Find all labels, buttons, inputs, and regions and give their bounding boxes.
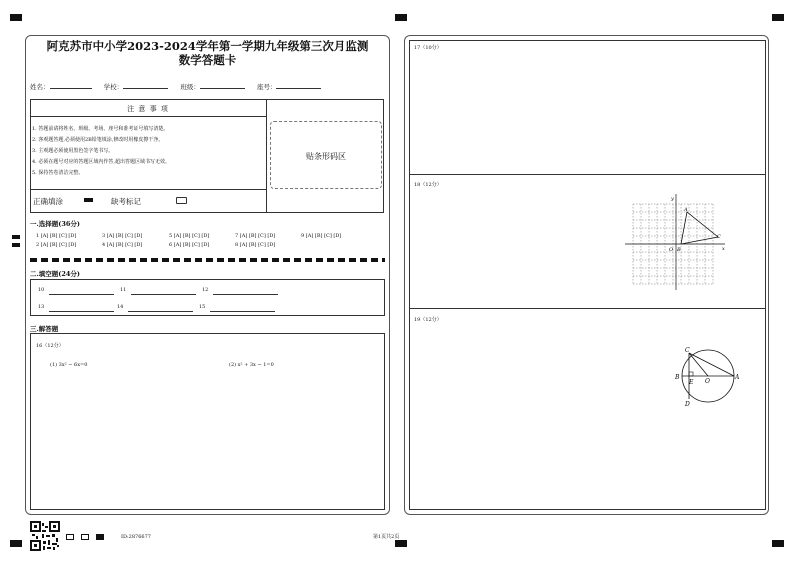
registration-mark-bottom-left (10, 540, 22, 547)
notice-heading: 注 意 事 项 (127, 105, 169, 113)
section-fill-label: 二.填空题(24分) (30, 270, 80, 278)
page-subtitle: 数学答题卡 (178, 53, 237, 67)
choice-question[interactable]: 6 [A] [B] [C] [D] (169, 242, 210, 248)
blank-number: 13 (38, 304, 45, 310)
q19-circle-figure (672, 343, 742, 409)
q16-answer-box[interactable] (30, 333, 385, 510)
correct-fill-sample (84, 198, 93, 202)
label-c: C (685, 347, 690, 354)
seat-field[interactable] (276, 88, 321, 89)
class-label: 班级： (180, 83, 200, 91)
choice-question[interactable]: 7 [A] [B] [C] [D] (235, 233, 276, 239)
segment-co (689, 353, 708, 376)
label-o: O (669, 247, 674, 253)
footer-mark-box (66, 534, 74, 540)
q19-answer-box[interactable] (409, 308, 766, 510)
q16-part1: (1) 3x² − 6x=0 (50, 362, 88, 368)
choice-question[interactable]: 3 [A] [B] [C] [D] (102, 233, 143, 239)
qr-code (30, 521, 60, 551)
chord-ca (689, 353, 734, 376)
school-label: 学校： (103, 83, 124, 91)
blank-number: 15 (199, 304, 206, 310)
footer-mark-box (81, 534, 89, 540)
absent-mark-box[interactable] (176, 197, 187, 204)
page-title: 阿克苏市中小学2023-2024学年第一学期九年级第三次月监测 (46, 39, 369, 53)
blank-number: 14 (117, 304, 124, 310)
notice-list (32, 127, 262, 176)
label-b: B (677, 247, 681, 253)
q17-answer-box[interactable] (409, 40, 766, 174)
notice-item: 1. 答题前请将姓名、班级、考场、座号和准考证号填写清楚。 (32, 126, 169, 132)
seat-label: 座号： (256, 83, 277, 91)
class-field[interactable] (200, 88, 245, 89)
blank-line[interactable] (49, 311, 114, 312)
registration-mark-bottom-right (772, 540, 784, 547)
right-angle-mark (689, 372, 693, 376)
q16-part2: (2) x² + 3x − 1=0 (229, 362, 274, 368)
barcode-area-label: 贴条形码区 (306, 152, 346, 161)
blank-line[interactable] (131, 294, 196, 295)
absent-mark-label: 缺考标记 (111, 197, 141, 206)
choice-question[interactable]: 4 [A] [B] [C] [D] (102, 242, 143, 248)
notice-item: 2. 客观题答题,必须使用2B铅笔填涂,修改时用橡皮擦干净。 (32, 137, 164, 143)
registration-mark-top-left (10, 14, 22, 21)
q19-header: 19（12分） (414, 317, 442, 323)
name-field[interactable] (50, 88, 92, 89)
blank-line[interactable] (128, 311, 193, 312)
label-o: O (705, 378, 710, 385)
section-separator (30, 257, 385, 263)
q17-header: 17（10分） (414, 45, 442, 51)
fill-divider (30, 189, 266, 190)
label-a: A (684, 207, 688, 213)
notice-divider (266, 99, 267, 213)
blank-number: 11 (120, 287, 127, 293)
timing-mark (12, 235, 20, 239)
label-b: B (675, 374, 680, 381)
registration-mark-top-right (772, 14, 784, 21)
label-c: C (717, 234, 721, 240)
notice-item: 3. 主观题必须使用黑色签字笔书写。 (32, 148, 114, 154)
student-info-row (30, 84, 321, 91)
section-choice-label: 一.选择题(36分) (30, 220, 80, 228)
blank-number: 12 (202, 287, 209, 293)
page-number: 第1页共2页 (373, 534, 400, 540)
section-solve-label: 三.解答题 (30, 325, 59, 333)
sheet-id: ID:2876677 (121, 534, 151, 540)
blank-number: 10 (38, 287, 45, 293)
label-a: A (735, 374, 740, 381)
choice-question[interactable]: 5 [A] [B] [C] [D] (169, 233, 210, 239)
school-field[interactable] (123, 88, 168, 89)
label-x: x (722, 246, 725, 252)
correct-fill-label: 正确填涂 (33, 197, 63, 206)
timing-mark (12, 243, 20, 247)
registration-mark-bottom-center (395, 540, 407, 547)
q18-coordinate-figure (625, 192, 730, 290)
choice-question[interactable]: 9 [A] [B] [C] [D] (301, 233, 342, 239)
blank-line[interactable] (49, 294, 114, 295)
notice-item: 5. 保持答卷清洁完整。 (32, 170, 84, 176)
q18-header: 18（12分） (414, 182, 442, 188)
choice-question[interactable]: 8 [A] [B] [C] [D] (235, 242, 276, 248)
label-e: E (689, 379, 694, 386)
label-y: y (671, 196, 674, 202)
blank-line[interactable] (210, 311, 275, 312)
footer-mark-filled (96, 534, 104, 540)
registration-mark-top-center (395, 14, 407, 21)
choice-question[interactable]: 1 [A] [B] [C] [D] (36, 233, 77, 239)
blank-line[interactable] (213, 294, 278, 295)
notice-item: 4. 必须在题号对应的答题区域内作答,超出答题区域书写无效。 (32, 159, 170, 165)
label-d: D (685, 401, 690, 408)
choice-question[interactable]: 2 [A] [B] [C] [D] (36, 242, 77, 248)
q16-header: 16（12分） (36, 343, 64, 349)
name-label: 姓名： (30, 83, 50, 91)
